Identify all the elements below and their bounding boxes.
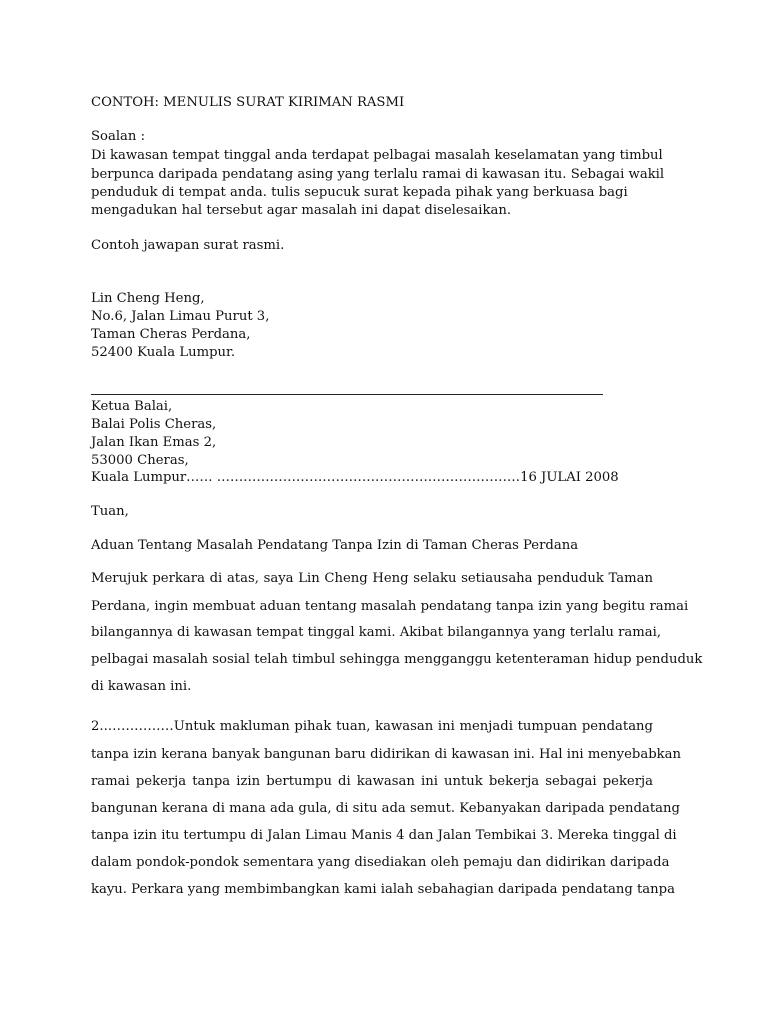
recipient-address-line: Jalan Ikan Emas 2, bbox=[91, 435, 217, 450]
paragraph-1-line: di kawasan ini. bbox=[91, 679, 192, 694]
paragraph-1-line: Merujuk perkara di atas, saya Lin Cheng Heng selaku setiausaha penduduk Taman bbox=[91, 571, 653, 586]
sender-address-line: Lin Cheng Heng, bbox=[91, 291, 205, 306]
paragraph-2-line: 2..……………Untuk makluman pihak tuan, kawasan ini menjadi tumpuan pendatang bbox=[91, 719, 653, 734]
recipient-city-and-date: Kuala Lumpur…… ……………………………………………………………16 JULAI 2008 bbox=[91, 470, 619, 485]
question-line: penduduk di tempat anda. tulis sepucuk surat kepada pihak yang berkuasa bagi bbox=[91, 185, 628, 200]
sender-address-line: 52400 Kuala Lumpur. bbox=[91, 345, 236, 360]
paragraph-2-line: dalam pondok-pondok sementara yang disediakan oleh pemaju dan didirikan daripada bbox=[91, 855, 670, 870]
paragraph-1-line: bilangannya di kawasan tempat tinggal kami. Akibat bilangannya yang terlalu ramai, bbox=[91, 625, 662, 640]
salutation: Tuan, bbox=[91, 504, 129, 519]
sender-address-line: Taman Cheras Perdana, bbox=[91, 327, 251, 342]
question-label: Soalan : bbox=[91, 129, 146, 144]
paragraph-1-line: Perdana, ingin membuat aduan tentang masalah pendatang tanpa izin yang begitu ramai bbox=[91, 599, 689, 614]
address-divider bbox=[91, 394, 603, 395]
paragraph-2-line: ramai pekerja tanpa izin bertumpu di kawasan ini untuk bekerja sebagai pekerja bbox=[91, 774, 653, 789]
recipient-address-line: Balai Polis Cheras, bbox=[91, 417, 217, 432]
example-label: Contoh jawapan surat rasmi. bbox=[91, 238, 285, 253]
paragraph-2-line: kayu. Perkara yang membimbangkan kami ialah sebahagian daripada pendatang tanpa bbox=[91, 882, 675, 897]
recipient-address-line: 53000 Cheras, bbox=[91, 453, 189, 468]
question-line: berpunca daripada pendatang asing yang terlalu ramai di kawasan itu. Sebagai wakil bbox=[91, 167, 665, 182]
document-title: CONTOH: MENULIS SURAT KIRIMAN RASMI bbox=[91, 95, 405, 110]
paragraph-1-line: pelbagai masalah sosial telah timbul sehingga mengganggu ketenteraman hidup penduduk bbox=[91, 652, 703, 667]
sender-address-line: No.6, Jalan Limau Purut 3, bbox=[91, 309, 270, 324]
recipient-address-line: Ketua Balai, bbox=[91, 399, 173, 414]
paragraph-2-line: tanpa izin kerana banyak bangunan baru didirikan di kawasan ini. Hal ini menyebabkan bbox=[91, 747, 681, 762]
question-line: mengadukan hal tersebut agar masalah ini dapat diselesaikan. bbox=[91, 203, 512, 218]
paragraph-2-line: bangunan kerana di mana ada gula, di situ ada semut. Kebanyakan daripada pendatang bbox=[91, 801, 680, 816]
question-line: Di kawasan tempat tinggal anda terdapat pelbagai masalah keselamatan yang timbul bbox=[91, 148, 663, 163]
letter-subject: Aduan Tentang Masalah Pendatang Tanpa Izin di Taman Cheras Perdana bbox=[91, 538, 579, 553]
paragraph-2-line: tanpa izin itu tertumpu di Jalan Limau Manis 4 dan Jalan Tembikai 3. Mereka tinggal di bbox=[91, 828, 677, 843]
